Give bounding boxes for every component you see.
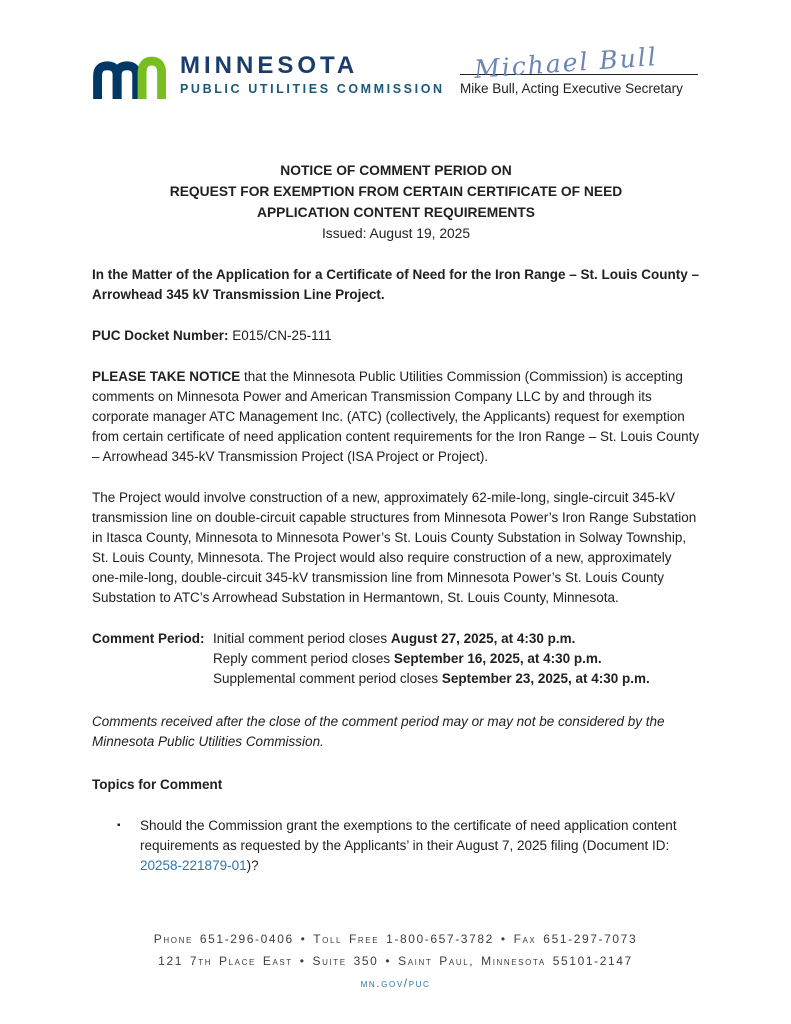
- logo-wordmark: [180, 46, 445, 99]
- comment-period-items: [213, 629, 650, 689]
- comment-period-label: Comment Period:: [92, 631, 205, 646]
- signatory-name: Mike Bull, Acting Executive Secretary: [460, 81, 683, 96]
- mn-puc-logo: [92, 46, 445, 99]
- footer-contact-line: Phone 651-296-0406 • Toll Free 1-800-657-3782 • Fax 651-297-7073: [153, 932, 638, 946]
- letterhead: [92, 42, 700, 134]
- issued-date: Issued: August 19, 2025: [321, 226, 471, 241]
- signature-block: [460, 42, 700, 99]
- footer-address-line: 121 7th Place East • Suite 350 • Saint Paul, Minnesota 55101-2147: [158, 954, 633, 968]
- late-comments-note: Comments received after the close of the comment period may or may not be considered by the Minnesota Public Utilities Commission.: [92, 714, 665, 749]
- logo-minnesota-text: MINNESOTA: [180, 52, 359, 79]
- notice-title-line: APPLICATION CONTENT REQUIREMENTS: [257, 205, 535, 220]
- topic-bullet-item: [92, 816, 700, 876]
- logo-puc-text: PUBLIC UTILITIES COMMISSION: [180, 82, 445, 96]
- notice-title-line: REQUEST FOR EXEMPTION FROM CERTAIN CERTIFICATE OF NEED: [169, 184, 623, 199]
- square-bullet-icon: ▪: [117, 820, 121, 831]
- docket-number-line: PUC Docket Number: E015/CN-25-111: [92, 328, 332, 343]
- footer-website-link[interactable]: mn.gov/puc: [360, 976, 431, 990]
- comment-period-item: Reply comment period closes September 16, 2025, at 4:30 p.m.: [213, 651, 602, 666]
- notice-paragraph: PLEASE TAKE NOTICE that the Minnesota Public Utilities Commission (Commission) is accepting comments on Minnesota Power and American Transmission Company LLC by and through its corporate manager ATC Management Inc. (ATC) (collectively, the Applicants) request for exemption from certain certificate of need application content requirements for the Iron Range – St. Louis County – Arrowhead 345-kV Transmission Project (ISA Project or Project).: [92, 369, 700, 464]
- comment-period-item: Supplemental comment period closes September 23, 2025, at 4:30 p.m.: [213, 671, 650, 686]
- notice-title-line: NOTICE OF COMMENT PERIOD ON: [280, 163, 512, 178]
- topic-bullet-text: Should the Commission grant the exemptions to the certificate of need application content requirements as requested by the Applicants’ in their August 7, 2025 filing (Document ID: 20258-221879-01)?: [140, 818, 677, 873]
- comment-period-item: Initial comment period closes August 27, 2025, at 4:30 p.m.: [213, 631, 576, 646]
- document-id-link[interactable]: 20258-221879-01: [140, 858, 247, 873]
- signature-handwriting: Michael Bull: [473, 42, 659, 84]
- mn-logo-icon: [92, 48, 166, 99]
- page-footer: [0, 928, 791, 994]
- topics-for-comment-heading: Topics for Comment: [92, 777, 223, 792]
- project-description-paragraph: The Project would involve construction of a new, approximately 62-mile-long, single-circuit 345-kV transmission line on double-circuit capable structures from Minnesota Power’s Iron Range Substation in Itasca County, Minnesota to Minnesota Power’s St. Louis County Substation in Solway Township, St. Louis County, Minnesota. The Project would also require construction of a new, approximately one-mile-long, double-circuit 345-kV transmission line from Minnesota Power’s St. Louis County Substation to ATC’s Arrowhead Substation in Hermantown, St. Louis County, Minnesota.: [92, 490, 697, 605]
- matter-paragraph: In the Matter of the Application for a Certificate of Need for the Iron Range – St. Louis County – Arrowhead 345 kV Transmission Line Project.: [92, 267, 700, 302]
- comment-period-section: [92, 629, 700, 689]
- notice-title-block: [92, 160, 700, 244]
